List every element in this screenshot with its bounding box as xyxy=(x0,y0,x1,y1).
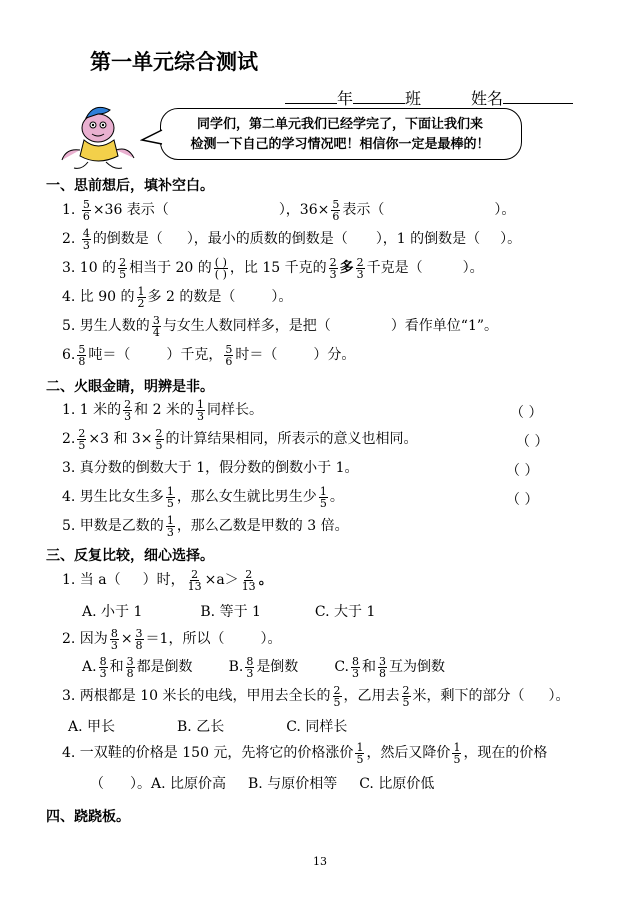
text-segment: 3 xyxy=(378,654,386,668)
text-segment: 3. 10 的 xyxy=(62,260,117,276)
fraction xyxy=(166,486,175,509)
text-segment: 5 xyxy=(333,695,341,709)
text-segment: ）千克， xyxy=(166,347,223,363)
text-segment: 3 xyxy=(329,267,337,281)
option-b[interactable]: B. 乙长 xyxy=(177,719,225,735)
text-segment: ( ) xyxy=(214,255,227,269)
speech-bubble-text xyxy=(170,115,510,155)
text-segment: （ xyxy=(90,776,104,792)
judge-blank[interactable]: （ ） xyxy=(506,463,539,479)
text-segment: ）看作单位“1”。 xyxy=(390,318,499,334)
section-3-heading: 三、反复比较，细心选择。 xyxy=(46,548,214,564)
text-segment: ( ) xyxy=(214,267,227,281)
text-segment: 3 xyxy=(196,409,204,423)
text-segment: 千克是（ xyxy=(366,260,423,276)
text-segment: 的倒数是（ xyxy=(92,231,163,247)
text-segment: 2 xyxy=(155,426,163,440)
fraction xyxy=(118,257,127,280)
text-segment: 时＝（ xyxy=(235,347,278,363)
class-blank[interactable] xyxy=(353,87,405,104)
text-segment: 1. xyxy=(62,202,76,218)
fraction xyxy=(77,428,86,451)
text-segment: 3 xyxy=(126,654,134,668)
text-segment: 8 xyxy=(246,654,254,668)
text-segment: 2. 因为 xyxy=(62,631,108,647)
fraction xyxy=(99,656,108,679)
option-a[interactable]: A. xyxy=(82,659,97,675)
text-segment: 2 xyxy=(124,397,132,411)
option-b[interactable]: B. 与原价相等 xyxy=(248,776,338,792)
s1-question-5 xyxy=(62,311,498,341)
text-segment: 3. 两根都是 10 米长的电线，甲用去全长的 xyxy=(62,688,331,704)
text-segment: 6. xyxy=(62,347,76,363)
text-segment: 互为倒数 xyxy=(388,659,445,675)
s3-question-2 xyxy=(62,624,281,654)
s3-q4-options xyxy=(90,773,434,793)
text-segment: 3 xyxy=(82,238,90,252)
fraction xyxy=(77,344,86,367)
text-segment: 3 xyxy=(356,267,364,281)
text-segment: 2 xyxy=(119,255,127,269)
text-segment: ）。 xyxy=(500,231,522,247)
option-c[interactable]: C. 同样长 xyxy=(286,719,348,735)
text-segment: 4 xyxy=(152,325,160,339)
fraction xyxy=(241,569,257,592)
fraction xyxy=(137,286,146,309)
text-segment: 与女生人数同样多，是把（ xyxy=(162,318,331,334)
fraction xyxy=(402,685,411,708)
text-segment: ，现在的价格 xyxy=(463,745,548,761)
text-segment: ×36 表示（ xyxy=(92,202,169,218)
text-segment: 同样长。 xyxy=(206,402,263,418)
s3-q3-options xyxy=(68,716,347,736)
text-segment: 2 xyxy=(191,567,199,581)
text-segment: ），1 的倒数是（ xyxy=(375,231,481,247)
fraction xyxy=(152,315,161,338)
text-segment: ）。 xyxy=(548,688,570,704)
text-segment: ×a＞ xyxy=(204,572,239,588)
fraction xyxy=(123,399,132,422)
text-segment: 多 xyxy=(339,260,354,276)
text-segment: 13 xyxy=(187,579,202,593)
fraction xyxy=(452,742,461,765)
text-segment: ×3 和 3× xyxy=(88,431,153,447)
text-segment: 都是倒数 xyxy=(136,659,193,675)
text-segment: 5 xyxy=(332,197,340,211)
s1-question-1 xyxy=(62,195,515,225)
cartoon-mascot-icon xyxy=(48,100,138,172)
text-segment: ，乙用去 xyxy=(343,688,400,704)
option-b[interactable]: B. 等于 1 xyxy=(200,604,261,620)
fraction xyxy=(319,486,328,509)
text-segment: 4. 男生比女生多 xyxy=(62,489,164,505)
bubble-line-1: 同学们，第二单元我们已经学完了，下面让我们来 xyxy=(196,117,483,132)
fraction xyxy=(155,428,164,451)
text-segment: 5 xyxy=(225,342,233,356)
text-segment: 5 xyxy=(82,197,90,211)
text-segment: 的计算结果相同，所表示的意义也相同。 xyxy=(165,431,418,447)
section-2-heading: 二、火眼金睛，明辨是非。 xyxy=(46,379,214,395)
text-segment: 和 xyxy=(361,659,376,675)
s2-question-1 xyxy=(62,395,552,425)
text-segment: 5 xyxy=(356,752,364,766)
text-segment: 1 xyxy=(166,513,174,527)
speech-bubble-tail xyxy=(140,128,164,148)
text-segment: 吨＝（ xyxy=(88,347,131,363)
text-segment: 1 xyxy=(319,484,327,498)
class-label: 班 xyxy=(405,89,422,108)
bubble-line-2: 检测一下自己的学习情况吧！相信你一定是最棒的！ xyxy=(190,137,490,152)
text-segment: 5 xyxy=(319,496,327,510)
option-a[interactable]: A. 甲长 xyxy=(68,719,116,735)
fraction xyxy=(196,399,205,422)
text-segment: 5. 甲数是乙数的 xyxy=(62,518,164,534)
text-segment: 。 xyxy=(329,489,344,505)
text-segment: 5 xyxy=(119,267,127,281)
text-segment: 1 xyxy=(196,397,204,411)
fraction xyxy=(333,685,342,708)
text-segment: 2. xyxy=(62,431,76,447)
year-label: 年 xyxy=(337,89,354,108)
fraction xyxy=(82,228,91,251)
text-segment: ）时， xyxy=(142,572,185,588)
text-segment: 8 xyxy=(78,354,86,368)
text-segment: 6 xyxy=(82,209,90,223)
text-segment: 和 xyxy=(109,659,124,675)
fraction xyxy=(378,656,387,679)
text-segment: × xyxy=(120,631,133,647)
text-segment: ，那么乙数是甲数的 3 倍。 xyxy=(176,518,349,534)
student-info-line xyxy=(285,86,573,109)
fraction xyxy=(224,344,233,367)
text-segment: 多 2 的数是（ xyxy=(147,289,236,305)
text-segment: 5 xyxy=(402,695,410,709)
text-segment: 3 xyxy=(351,666,359,680)
text-segment: 8 xyxy=(126,666,134,680)
option-a[interactable]: A. 小于 1 xyxy=(82,604,143,620)
text-segment: ），最小的质数的倒数是（ xyxy=(186,231,348,247)
fraction xyxy=(356,257,365,280)
text-segment: 相当于 20 的 xyxy=(129,260,212,276)
text-segment: 2 xyxy=(78,426,86,440)
s2-question-3: 3. 真分数的倒数大于 1，假分数的倒数小于 1。 xyxy=(62,460,359,476)
text-segment: 1. 当 a（ xyxy=(62,572,121,588)
text-segment: 2 xyxy=(333,683,341,697)
text-segment: 3 xyxy=(135,626,143,640)
text-segment: 4. 比 90 的 xyxy=(62,289,135,305)
s3-q1-options xyxy=(82,601,375,621)
fraction xyxy=(82,199,91,222)
fraction xyxy=(355,742,364,765)
fraction xyxy=(187,569,203,592)
page-title: 第一单元综合测试 xyxy=(90,50,258,74)
judge-blank[interactable]: （ ） xyxy=(510,405,543,421)
s1-question-3 xyxy=(62,253,484,283)
option-c[interactable]: C. xyxy=(334,659,349,675)
s2-question-5 xyxy=(62,511,349,541)
judge-blank[interactable]: （ ） xyxy=(506,492,539,508)
text-segment: ）。 xyxy=(494,202,516,218)
text-segment: ，那么女生就比男生少 xyxy=(176,489,317,505)
text-segment: 表示（ xyxy=(342,202,385,218)
text-segment: 8 xyxy=(99,654,107,668)
option-a[interactable]: ）。A. 比原价高 xyxy=(130,776,227,792)
text-segment: 1. 1 米的 xyxy=(62,402,122,418)
text-segment: 5. 男生人数的 xyxy=(62,318,150,334)
text-segment: 3 xyxy=(166,525,174,539)
text-segment: 5 xyxy=(78,342,86,356)
text-segment: 3 xyxy=(152,313,160,327)
text-segment: ）。 xyxy=(271,289,293,305)
section-4-heading: 四、跷跷板。 xyxy=(46,809,130,825)
fraction xyxy=(135,628,144,651)
fraction xyxy=(351,656,360,679)
text-segment: 3 xyxy=(99,666,107,680)
text-segment: ，然后又降价 xyxy=(366,745,451,761)
s3-q2-options xyxy=(82,652,445,682)
text-segment: 是倒数 xyxy=(256,659,299,675)
text-segment: 1 xyxy=(453,740,461,754)
judge-blank[interactable]: （ ） xyxy=(516,434,549,450)
section-1-heading: 一、思前想后，填补空白。 xyxy=(46,178,214,194)
text-segment: 8 xyxy=(110,626,118,640)
fraction xyxy=(214,257,228,280)
text-segment: ）。 xyxy=(260,631,282,647)
text-segment: 1 xyxy=(137,284,145,298)
text-segment: ），36× xyxy=(278,202,330,218)
text-segment: 3 xyxy=(246,666,254,680)
text-segment: 和 2 米的 xyxy=(134,402,194,418)
text-segment: 5 xyxy=(453,752,461,766)
text-segment: 8 xyxy=(135,638,143,652)
s2-question-2 xyxy=(62,424,418,454)
text-segment: 5 xyxy=(78,438,86,452)
text-segment: 3 xyxy=(124,409,132,423)
fraction xyxy=(110,628,119,651)
text-segment: 米，剩下的部分（ xyxy=(412,688,525,704)
fraction xyxy=(329,257,338,280)
text-segment: 。 xyxy=(258,572,273,588)
option-c[interactable]: C. 比原价低 xyxy=(359,776,435,792)
year-blank[interactable] xyxy=(285,87,337,104)
text-segment: 6 xyxy=(332,209,340,223)
text-segment: 2 xyxy=(245,567,253,581)
text-segment: 4 xyxy=(82,226,90,240)
text-segment: ，比 15 千克的 xyxy=(229,260,327,276)
text-segment: 1 xyxy=(356,740,364,754)
text-segment: 2 xyxy=(329,255,337,269)
text-segment: 5 xyxy=(155,438,163,452)
s1-question-4 xyxy=(62,282,292,312)
s2-question-4 xyxy=(62,482,344,512)
page-number: 13 xyxy=(313,855,327,868)
text-segment: 1 xyxy=(166,484,174,498)
text-segment: 2 xyxy=(137,296,145,310)
text-segment: 8 xyxy=(351,654,359,668)
text-segment: ）分。 xyxy=(313,347,356,363)
fraction xyxy=(331,199,340,222)
option-b[interactable]: B. xyxy=(228,659,244,675)
option-c[interactable]: C. 大于 1 xyxy=(314,604,376,620)
s3-question-1 xyxy=(62,565,273,595)
text-segment: 2. xyxy=(62,231,76,247)
text-segment: 2 xyxy=(402,683,410,697)
text-segment: 4. 一双鞋的价格是 150 元，先将它的价格涨价 xyxy=(62,745,354,761)
s1-question-6 xyxy=(62,340,355,370)
text-segment: 5 xyxy=(166,496,174,510)
fraction xyxy=(126,656,135,679)
text-segment: ＝1，所以（ xyxy=(145,631,225,647)
text-segment: 13 xyxy=(241,579,256,593)
fraction xyxy=(245,656,254,679)
text-segment: 6 xyxy=(225,354,233,368)
fraction xyxy=(166,515,175,538)
s3-question-3 xyxy=(62,681,570,711)
name-label: 姓名 xyxy=(471,89,504,108)
text-segment: 8 xyxy=(378,666,386,680)
text-segment: 3 xyxy=(110,638,118,652)
s3-question-4 xyxy=(62,738,547,768)
text-segment: ）。 xyxy=(462,260,484,276)
text-segment: 2 xyxy=(356,255,364,269)
s1-question-2 xyxy=(62,224,521,254)
name-blank[interactable] xyxy=(503,87,573,104)
